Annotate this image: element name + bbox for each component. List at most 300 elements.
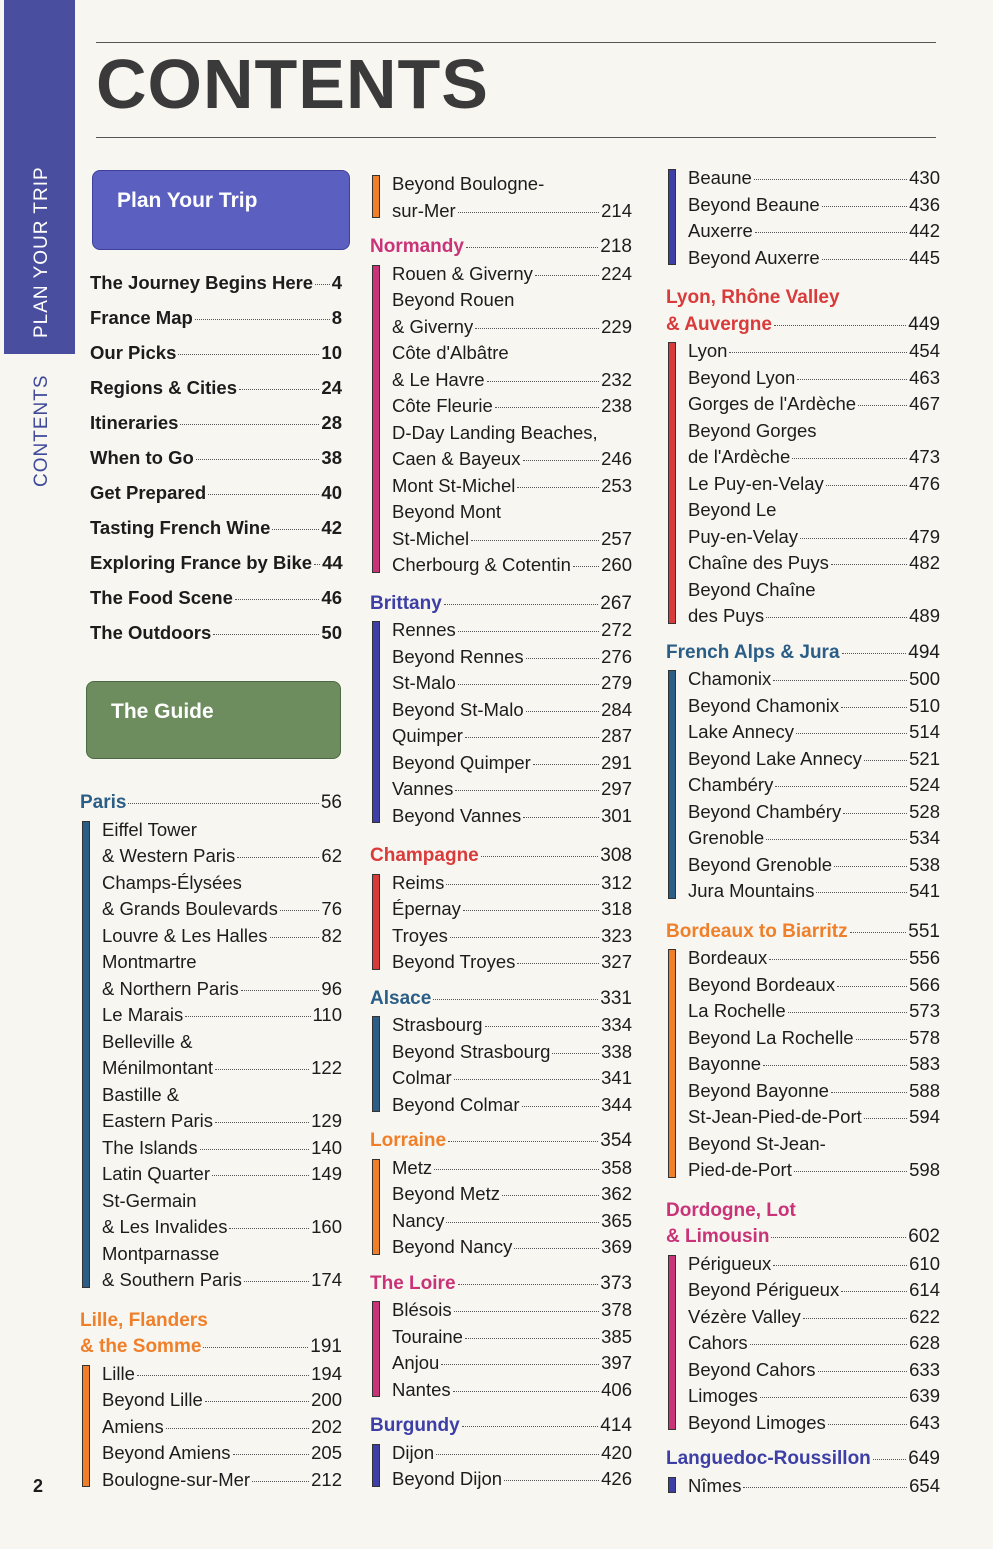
toc-entry [688, 550, 940, 577]
leader-dots [858, 405, 907, 406]
toc-entry [392, 171, 632, 224]
toc-entry [688, 1078, 940, 1105]
toc-entry-label: Bastille & [102, 1083, 180, 1105]
toc-entry-label: Auxerre [688, 220, 753, 241]
toc-entry [392, 896, 632, 923]
toc-entry-page: 110 [312, 1004, 342, 1025]
toc-entry [392, 552, 632, 579]
leader-dots [504, 1480, 599, 1481]
toc-entry-page: 28 [321, 412, 342, 433]
page-title: CONTENTS [96, 45, 489, 123]
toc-entry [392, 949, 632, 976]
toc-entry-page: 510 [909, 694, 940, 716]
leader-dots [754, 179, 907, 180]
region-section [666, 640, 940, 905]
toc-entry-label: Beyond Le [688, 499, 777, 520]
region-section [80, 790, 342, 1294]
leader-dots [526, 711, 600, 712]
leader-dots [453, 1391, 600, 1392]
toc-entry-page: 246 [601, 448, 632, 469]
region-heading [666, 1446, 940, 1473]
toc-entry-page: 140 [311, 1136, 342, 1158]
toc-entry [102, 1467, 342, 1494]
region-page: 414 [600, 1415, 632, 1436]
toc-entry-label: & Le Havre [392, 368, 485, 390]
region-title: Bordeaux to Biarritz [666, 920, 848, 942]
toc-entry-label: Nancy [392, 1209, 445, 1231]
region-title: Lorraine [370, 1130, 447, 1151]
toc-entry-label: Chaîne des Puys [688, 552, 829, 573]
toc-entry [90, 307, 342, 342]
toc-entry [392, 287, 632, 340]
toc-entry [102, 1002, 342, 1029]
toc-entry-label: Beyond Rennes [392, 645, 524, 667]
toc-entry-page: 297 [601, 778, 632, 799]
toc-entry-label: des Puys [688, 605, 765, 626]
toc-entry-page: 426 [601, 1468, 632, 1489]
region-entries [370, 171, 632, 224]
toc-entry-label: & Northern Paris [102, 977, 239, 999]
toc-entry-label: Beyond Bordeaux [688, 973, 836, 995]
region-heading [666, 919, 940, 946]
toc-entry-label: Amiens [102, 1415, 164, 1437]
leader-dots [831, 564, 907, 565]
leader-dots [205, 1401, 309, 1402]
toc-entry-page: 463 [909, 366, 940, 388]
toc-entry [102, 1361, 342, 1388]
region-title: Lyon, Rhône Valley [666, 287, 840, 308]
toc-entry-label: Montmartre [102, 951, 197, 972]
toc-entry [688, 471, 940, 498]
toc-entry [392, 1440, 632, 1467]
toc-entry-label: Reims [392, 871, 445, 893]
toc-entry-label: Le Marais [102, 1004, 184, 1025]
leader-dots [771, 1237, 906, 1238]
leader-dots [822, 206, 907, 207]
leader-dots [280, 910, 320, 911]
toc-entry-label: & Southern Paris [102, 1269, 242, 1290]
leader-dots [523, 460, 600, 461]
toc-entry [688, 497, 940, 550]
region-heading [370, 1128, 632, 1155]
region-color-bar [372, 1159, 380, 1255]
leader-dots [763, 1065, 907, 1066]
leader-dots [203, 1347, 308, 1348]
leader-dots [485, 1026, 600, 1027]
guide-column-1 [80, 780, 342, 1493]
leader-dots [315, 284, 330, 285]
toc-entry [102, 949, 342, 1002]
toc-entry [392, 1466, 632, 1493]
toc-entry-label: Beyond Metz [392, 1183, 500, 1204]
toc-entry-label: Get Prepared [90, 482, 207, 503]
region-entries [370, 870, 632, 976]
toc-entry-page: 344 [601, 1093, 632, 1115]
leader-dots [841, 707, 907, 708]
region-color-bar [668, 949, 676, 1178]
region-page: 56 [320, 792, 342, 813]
leader-dots [212, 1175, 309, 1176]
toc-entry-label: Gorges de l'Ardèche [688, 393, 857, 414]
toc-entry-page: 10 [321, 342, 342, 363]
toc-entry-label: Beyond Boulogne- [392, 173, 545, 194]
leader-dots [433, 999, 598, 1000]
leader-dots [434, 1169, 599, 1170]
region-section [666, 1198, 940, 1437]
region-entries [80, 1361, 342, 1494]
toc-entry-page: 149 [311, 1163, 342, 1184]
leader-dots [552, 1053, 599, 1054]
toc-entry-label: & Les Invalides [102, 1216, 228, 1237]
region-color-bar [372, 874, 380, 970]
toc-entry-page: 38 [321, 447, 342, 468]
toc-entry [392, 670, 632, 697]
leader-dots [465, 1338, 599, 1339]
toc-entry-page: 291 [601, 751, 632, 773]
toc-entry-label: Lille [102, 1362, 135, 1384]
toc-entry [688, 1025, 940, 1052]
toc-entry [392, 1234, 632, 1261]
toc-entry [688, 1051, 940, 1078]
region-section [370, 986, 632, 1119]
toc-entry-page: 633 [909, 1358, 940, 1380]
toc-entry-label: Vézère Valley [688, 1305, 801, 1327]
leader-dots [465, 737, 599, 738]
toc-entry-label: Beyond La Rochelle [688, 1026, 854, 1048]
toc-entry [688, 577, 940, 630]
toc-entry-page: 610 [909, 1252, 940, 1274]
region-section [666, 285, 940, 630]
toc-entry-label: de l'Ardèche [688, 446, 791, 467]
toc-entry-page: 253 [601, 474, 632, 496]
region-title: The Loire [370, 1272, 456, 1294]
toc-entry-label: Latin Quarter [102, 1163, 210, 1184]
toc-entry-label: Grenoble [688, 827, 765, 848]
toc-entry-label: France Map [90, 307, 193, 328]
toc-entry-page: 318 [601, 898, 632, 919]
leader-dots [775, 786, 907, 787]
toc-entry [688, 365, 940, 392]
toc-entry-page: 214 [601, 199, 632, 221]
toc-entry-label: Lake Annecy [688, 721, 794, 742]
region-color-bar [372, 1016, 380, 1112]
toc-entry [392, 1155, 632, 1182]
toc-entry [688, 878, 940, 905]
toc-entry-page: 369 [601, 1236, 632, 1257]
toc-entry-page: 524 [909, 774, 940, 795]
toc-entry-page: 489 [909, 605, 940, 626]
region-heading [370, 986, 632, 1013]
toc-entry-page: 44 [322, 552, 343, 573]
toc-entry-label: Beyond Amiens [102, 1442, 231, 1463]
region-color-bar [372, 1444, 380, 1487]
toc-entry-label: Regions & Cities [90, 377, 237, 398]
toc-entry-label: Rennes [392, 619, 456, 640]
toc-entry-page: 467 [909, 393, 940, 414]
toc-entry [392, 1324, 632, 1351]
leader-dots [766, 839, 907, 840]
leader-dots [796, 733, 907, 734]
toc-entry-label: Beyond Bayonne [688, 1079, 829, 1101]
toc-entry-page: 96 [321, 977, 342, 999]
toc-entry-page: 40 [321, 482, 342, 503]
leader-dots [481, 856, 599, 857]
toc-entry [688, 418, 940, 471]
toc-entry-label: Chamonix [688, 668, 772, 689]
leader-dots [766, 617, 907, 618]
toc-entry-page: 42 [321, 517, 342, 538]
region-page: 373 [600, 1272, 632, 1294]
leader-dots [448, 1141, 598, 1142]
leader-dots [195, 319, 330, 320]
toc-entry-label: Beyond Gorges [688, 419, 817, 441]
region-page: 308 [600, 845, 632, 866]
the-guide-header: The Guide [86, 681, 341, 759]
region-section [370, 1128, 632, 1261]
toc-entry-page: 334 [601, 1014, 632, 1035]
toc-entry-page: 473 [909, 446, 940, 467]
toc-entry [392, 923, 632, 950]
leader-dots [241, 990, 320, 991]
toc-entry [688, 1357, 940, 1384]
leader-dots [864, 1118, 907, 1119]
toc-entry-page: 436 [909, 193, 940, 215]
toc-entry-label: The Islands [102, 1136, 198, 1158]
toc-entry-page: 76 [321, 898, 342, 919]
leader-dots [856, 1039, 908, 1040]
region-section [666, 1446, 940, 1499]
toc-entry-label: Beyond Strasbourg [392, 1040, 551, 1062]
toc-entry-page: 272 [601, 619, 632, 640]
toc-entry-page: 341 [601, 1067, 632, 1088]
region-title: French Alps & Jura [666, 641, 840, 663]
leader-dots [797, 379, 907, 380]
toc-entry [102, 1241, 342, 1294]
region-color-bar [372, 265, 380, 573]
toc-entry [688, 1304, 940, 1331]
toc-entry-label: Beyond Grenoble [688, 853, 832, 875]
toc-entry [90, 412, 342, 447]
toc-entry-label: Beyond Dijon [392, 1468, 503, 1489]
toc-entry [392, 750, 632, 777]
toc-entry-label: The Outdoors [90, 622, 212, 643]
toc-entry-page: 8 [331, 307, 342, 328]
leader-dots [873, 1459, 907, 1460]
guide-column-3 [666, 155, 940, 1499]
region-title: & the Somme [80, 1336, 202, 1357]
leader-dots [441, 1364, 599, 1365]
region-heading [666, 640, 940, 667]
leader-dots [816, 892, 907, 893]
toc-entry-page: 358 [601, 1156, 632, 1178]
toc-entry-label: The Food Scene [90, 587, 233, 608]
toc-entry-label: Quimper [392, 725, 463, 746]
toc-entry-page: 301 [601, 804, 632, 826]
leader-dots [454, 1311, 599, 1312]
region-heading [370, 843, 632, 870]
toc-entry-page: 573 [909, 1000, 940, 1021]
leader-dots [526, 658, 599, 659]
toc-entry-label: Bayonne [688, 1053, 762, 1074]
toc-entry-label: Caen & Bayeux [392, 448, 521, 469]
toc-entry-page: 430 [909, 167, 940, 188]
region-entries [666, 945, 940, 1184]
toc-entry-label: Beyond Limoges [688, 1411, 826, 1433]
leader-dots [760, 1397, 907, 1398]
toc-entry-page: 174 [311, 1269, 342, 1290]
leader-dots [196, 459, 320, 460]
toc-entry-label: Mont St-Michel [392, 474, 516, 496]
toc-entry-label: Limoges [688, 1385, 758, 1406]
toc-entry-page: 528 [909, 800, 940, 822]
leader-dots [229, 1228, 309, 1229]
region-entries [666, 1473, 940, 1500]
toc-entry [392, 1208, 632, 1235]
toc-entry-label: Puy-en-Velay [688, 525, 799, 547]
toc-entry-page: 566 [909, 973, 940, 995]
top-rule [96, 42, 936, 43]
toc-entry [688, 1131, 940, 1184]
toc-entry [688, 391, 940, 418]
region-color-bar [372, 621, 380, 823]
region-color-bar [82, 1365, 90, 1488]
toc-entry-page: 160 [311, 1216, 342, 1237]
toc-entry-page: 46 [321, 587, 342, 608]
toc-entry-page: 62 [321, 845, 342, 866]
toc-entry-page: 229 [601, 315, 632, 337]
toc-entry [392, 870, 632, 897]
toc-entry-page: 365 [601, 1209, 632, 1231]
toc-entry [392, 473, 632, 500]
region-color-bar [668, 1255, 676, 1431]
toc-entry-label: Champs-Élysées [102, 871, 242, 893]
leader-dots [166, 1428, 309, 1429]
toc-entry [392, 1065, 632, 1092]
toc-entry [392, 776, 632, 803]
region-title: Brittany [370, 592, 442, 614]
leader-dots [850, 932, 907, 933]
leader-dots [462, 1426, 599, 1427]
toc-entry-page: 4 [331, 272, 342, 293]
toc-entry-label: Le Puy-en-Velay [688, 472, 824, 494]
leader-dots [864, 760, 907, 761]
leader-dots [137, 1375, 309, 1376]
region-entries [370, 1012, 632, 1118]
leader-dots [843, 813, 907, 814]
toc-entry-page: 406 [601, 1378, 632, 1400]
region-entries [370, 1440, 632, 1493]
toc-entry [392, 499, 632, 552]
leader-dots [471, 540, 599, 541]
plan-your-trip-header: Plan Your Trip [92, 170, 350, 250]
toc-entry [90, 622, 342, 657]
toc-entry-label: Touraine [392, 1325, 463, 1347]
toc-entry-label: Côte d'Albâtre [392, 342, 509, 363]
toc-entry-page: 385 [601, 1325, 632, 1347]
toc-entry-page: 588 [909, 1079, 940, 1101]
toc-entry-label: D-Day Landing Beaches, [392, 421, 598, 443]
toc-entry [392, 1012, 632, 1039]
toc-entry-label: Cahors [688, 1332, 748, 1353]
toc-entry-page: 397 [601, 1352, 632, 1373]
leader-dots [755, 232, 907, 233]
leader-dots [773, 680, 907, 681]
toc-entry [688, 1473, 940, 1500]
toc-entry-page: 454 [909, 340, 940, 361]
toc-entry-page: 541 [909, 880, 940, 901]
leader-dots [773, 1265, 907, 1266]
region-heading [666, 1198, 940, 1251]
toc-entry-page: 622 [909, 1305, 940, 1327]
leader-dots [803, 1318, 907, 1319]
toc-entry [90, 482, 342, 517]
toc-entry-label: Périgueux [688, 1252, 772, 1274]
toc-entry-page: 578 [909, 1026, 940, 1048]
toc-entry-page: 445 [909, 246, 940, 268]
toc-entry-label: Lyon [688, 340, 728, 361]
leader-dots [458, 684, 599, 685]
toc-entry-label: St-Malo [392, 672, 456, 693]
toc-entry [392, 1181, 632, 1208]
toc-entry-label: Dijon [392, 1441, 435, 1463]
region-page: 649 [908, 1448, 940, 1469]
toc-entry-page: 482 [909, 552, 940, 573]
side-contents-label: CONTENTS [31, 374, 52, 487]
toc-entry-label: Cherbourg & Cotentin [392, 554, 571, 575]
leader-dots [818, 1371, 908, 1372]
toc-entry-label: & Western Paris [102, 845, 236, 866]
region-entries [370, 1297, 632, 1403]
toc-entry [102, 1387, 342, 1414]
toc-entry [102, 1161, 342, 1188]
toc-entry-label: Our Picks [90, 342, 177, 363]
toc-entry-page: 594 [909, 1106, 940, 1127]
guide-column-2 [370, 161, 632, 1493]
toc-entry-label: & Giverny [392, 315, 474, 337]
toc-entry [688, 165, 940, 192]
region-page: 191 [310, 1336, 342, 1357]
region-entries [370, 1155, 632, 1261]
leader-dots [822, 259, 907, 260]
region-section [370, 1413, 632, 1493]
leader-dots [208, 494, 319, 495]
toc-entry [688, 666, 940, 693]
leader-dots [750, 1344, 907, 1345]
toc-entry-page: 323 [601, 924, 632, 946]
region-page: 551 [908, 920, 940, 942]
toc-entry-label: Beyond Mont [392, 501, 502, 522]
toc-entry-label: La Rochelle [688, 1000, 786, 1021]
toc-entry [392, 1092, 632, 1119]
leader-dots [502, 1195, 599, 1196]
toc-entry [688, 1330, 940, 1357]
leader-dots [475, 328, 599, 329]
region-section [370, 591, 632, 830]
toc-entry [102, 1029, 342, 1082]
region-color-bar [668, 342, 676, 624]
leader-dots [446, 1222, 599, 1223]
toc-entry-page: 476 [909, 472, 940, 494]
toc-entry [90, 342, 342, 377]
toc-entry-page: 614 [909, 1279, 940, 1300]
leader-dots [495, 407, 599, 408]
toc-entry-page: 202 [311, 1415, 342, 1437]
toc-entry [392, 393, 632, 420]
region-section [370, 234, 632, 579]
title-underline [96, 137, 936, 138]
toc-entry [102, 1082, 342, 1135]
toc-entry-page: 643 [909, 1411, 940, 1433]
